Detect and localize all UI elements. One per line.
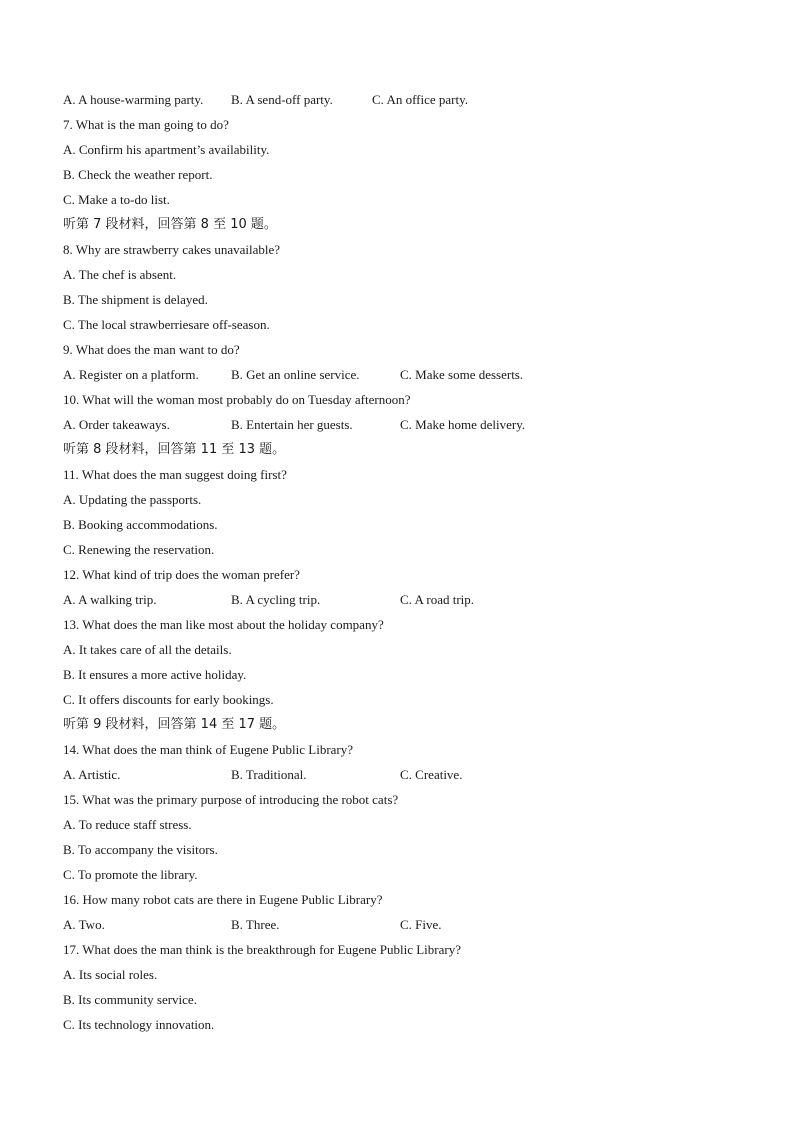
option-row (63, 362, 743, 387)
option-row (63, 912, 743, 937)
answer-option: B. The shipment is delayed. (63, 292, 208, 307)
question-text: 12. What kind of trip does the woman prefer? (63, 567, 300, 582)
answer-option: C. A road trip. (400, 592, 475, 607)
answer-option: C. Make a to-do list. (63, 192, 170, 207)
section-instruction: 听第 8 段材料，回答第 11 至 13 题。 (63, 442, 286, 457)
answer-option: A. Confirm his apartment’s availability. (63, 142, 270, 157)
answer-option: A. Artistic. (63, 767, 121, 782)
answer-option: A. To reduce staff stress. (63, 817, 192, 832)
answer-option: C. An office party. (372, 92, 469, 107)
question-text: 9. What does the man want to do? (63, 342, 240, 357)
answer-option: A. Two. (63, 917, 105, 932)
answer-option: A. A house-warming party. (63, 92, 204, 107)
exam-page (63, 87, 743, 1037)
answer-option: C. Make home delivery. (400, 417, 526, 432)
answer-option: B. A send-off party. (231, 92, 333, 107)
question-text: 17. What does the man think is the breakthrough for Eugene Public Library? (63, 942, 461, 957)
answer-option: B. It ensures a more active holiday. (63, 667, 247, 682)
answer-option: A. The chef is absent. (63, 267, 177, 282)
question-text: 13. What does the man like most about the holiday company? (63, 617, 384, 632)
option-row (63, 87, 743, 112)
answer-option: B. To accompany the visitors. (63, 842, 218, 857)
answer-option: A. A walking trip. (63, 592, 157, 607)
answer-option: B. Three. (231, 917, 280, 932)
answer-option: C. The local strawberriesare off-season. (63, 317, 270, 332)
option-row (63, 762, 743, 787)
answer-option: C. Its technology innovation. (63, 1017, 215, 1032)
answer-option: C. It offers discounts for early bookings. (63, 692, 274, 707)
option-row (63, 587, 743, 612)
answer-option: A. Its social roles. (63, 967, 158, 982)
section-instruction: 听第 7 段材料，回答第 8 至 10 题。 (63, 217, 277, 232)
question-text: 7. What is the man going to do? (63, 117, 229, 132)
question-text: 11. What does the man suggest doing first? (63, 467, 287, 482)
question-text: 15. What was the primary purpose of introducing the robot cats? (63, 792, 399, 807)
section-instruction: 听第 9 段材料，回答第 14 至 17 题。 (63, 717, 286, 732)
answer-option: A. Register on a platform. (63, 367, 199, 382)
answer-option: B. Entertain her guests. (231, 417, 353, 432)
question-text: 10. What will the woman most probably do on Tuesday afternoon? (63, 392, 411, 407)
option-row (63, 412, 743, 437)
answer-option: C. Renewing the reservation. (63, 542, 215, 557)
answer-option: B. Traditional. (231, 767, 307, 782)
answer-option: B. Get an online service. (231, 367, 360, 382)
answer-option: C. To promote the library. (63, 867, 198, 882)
answer-option: B. Check the weather report. (63, 167, 213, 182)
answer-option: C. Five. (400, 917, 442, 932)
answer-option: C. Creative. (400, 767, 463, 782)
answer-option: B. A cycling trip. (231, 592, 321, 607)
answer-option: A. Order takeaways. (63, 417, 170, 432)
answer-option: B. Booking accommodations. (63, 517, 218, 532)
question-text: 8. Why are strawberry cakes unavailable? (63, 242, 281, 257)
answer-option: A. Updating the passports. (63, 492, 202, 507)
answer-option: A. It takes care of all the details. (63, 642, 232, 657)
question-text: 16. How many robot cats are there in Eugene Public Library? (63, 892, 383, 907)
answer-option: C. Make some desserts. (400, 367, 524, 382)
question-text: 14. What does the man think of Eugene Public Library? (63, 742, 354, 757)
answer-option: B. Its community service. (63, 992, 197, 1007)
